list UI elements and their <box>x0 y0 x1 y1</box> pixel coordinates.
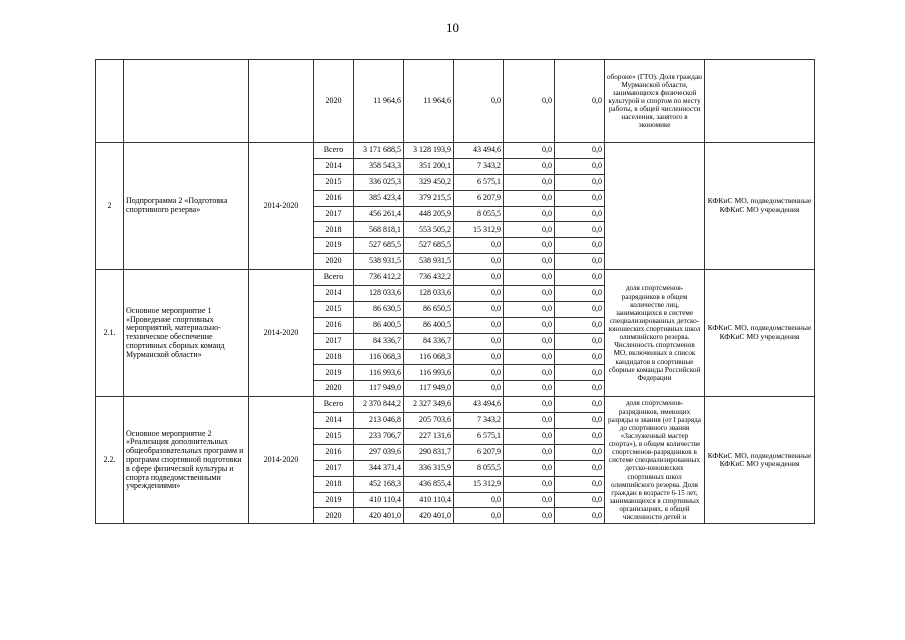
other-sources-cell: 0,0 <box>555 429 605 445</box>
indicator-cell: обороне» (ГТО). Доля граждан Мурманской области, занимающихся физической культурой и спортом по месту работы, в общей численности населения, занятого в экономике <box>605 60 705 143</box>
regional-budget-cell: 116 068,3 <box>404 349 454 365</box>
federal-budget-cell: 0,0 <box>454 317 504 333</box>
measure-name: Основное мероприятие 1 «Проведение спортивных мероприятий, материально-техническое обеспечение спортивных сборных команд Мурманской области» <box>124 270 249 397</box>
total-cell: 116 993,6 <box>354 365 404 381</box>
empty-cell <box>124 60 249 143</box>
federal-budget-cell: 0,0 <box>454 492 504 508</box>
local-budget-cell: 0,0 <box>504 317 555 333</box>
period-cell: 2014-2020 <box>249 143 314 270</box>
local-budget-cell: 0,0 <box>504 143 555 159</box>
total-cell: 128 033,6 <box>354 286 404 302</box>
local-budget-cell: 0,0 <box>504 413 555 429</box>
regional-budget-cell: 736 432,2 <box>404 270 454 286</box>
year-cell: 2018 <box>314 222 354 238</box>
total-cell: 452 168,3 <box>354 476 404 492</box>
federal-budget-cell: 7 343,2 <box>454 413 504 429</box>
year-cell: 2017 <box>314 460 354 476</box>
local-budget-cell: 0,0 <box>504 158 555 174</box>
other-sources-cell: 0,0 <box>555 254 605 270</box>
year-cell: 2020 <box>314 60 354 143</box>
federal-budget-cell: 0,0 <box>454 349 504 365</box>
other-sources-cell: 0,0 <box>555 286 605 302</box>
local-budget-cell: 0,0 <box>504 429 555 445</box>
total-cell: 344 371,4 <box>354 460 404 476</box>
row-number: 2.2. <box>96 397 124 524</box>
federal-budget-cell: 8 055,5 <box>454 206 504 222</box>
year-cell: 2017 <box>314 206 354 222</box>
indicator-cell: доля спортсменов-разрядников, имеющих разряды и звания (от I разряда до спортивного звания «Заслуженный мастер спорта»), в общем количестве спортсменов-разрядников в системе специализированных детско-юношеских спортивных школ олимпийского резерва. Доля граждан в возрасте 6-15 лет, занимающихся в спортивных организациях, в общей численности детей и <box>605 397 705 524</box>
local-budget-cell: 0,0 <box>504 254 555 270</box>
other-sources-cell: 0,0 <box>555 158 605 174</box>
year-cell: 2014 <box>314 158 354 174</box>
regional-budget-cell: 527 685,5 <box>404 238 454 254</box>
federal-budget-cell: 6 575,1 <box>454 174 504 190</box>
local-budget-cell: 0,0 <box>504 349 555 365</box>
total-cell: 117 949,0 <box>354 381 404 397</box>
year-cell: 2020 <box>314 508 354 524</box>
regional-budget-cell: 86 400,5 <box>404 317 454 333</box>
indicator-cell: доля спортсменов-разрядников в общем количестве лиц, занимающихся в системе специализированных детско-юношеских спортивных школ олимпийского резерва. Численность спортсменов МО, включенных в список кандидатов в спортивные сборные команды Российской Федерации <box>605 270 705 397</box>
year-cell: 2015 <box>314 429 354 445</box>
local-budget-cell: 0,0 <box>504 286 555 302</box>
other-sources-cell: 0,0 <box>555 397 605 413</box>
year-cell: 2019 <box>314 238 354 254</box>
other-sources-cell: 0,0 <box>555 333 605 349</box>
federal-budget-cell: 0,0 <box>454 286 504 302</box>
year-cell: Всего <box>314 143 354 159</box>
regional-budget-cell: 448 205,9 <box>404 206 454 222</box>
year-cell: 2014 <box>314 286 354 302</box>
regional-budget-cell: 116 993,6 <box>404 365 454 381</box>
regional-budget-cell: 553 505,2 <box>404 222 454 238</box>
total-cell: 233 706,7 <box>354 429 404 445</box>
federal-budget-cell: 6 575,1 <box>454 429 504 445</box>
carryover-row <box>96 60 815 143</box>
other-sources-cell: 0,0 <box>555 206 605 222</box>
year-cell: 2015 <box>314 174 354 190</box>
year-cell: 2018 <box>314 349 354 365</box>
federal-budget-cell: 43 494,6 <box>454 143 504 159</box>
regional-budget-cell: 128 033,6 <box>404 286 454 302</box>
other-sources-cell: 0,0 <box>555 222 605 238</box>
regional-budget-cell: 11 964,6 <box>404 60 454 143</box>
federal-budget-cell: 15 312,9 <box>454 222 504 238</box>
federal-budget-cell: 0,0 <box>454 301 504 317</box>
regional-budget-cell: 86 650,5 <box>404 301 454 317</box>
other-sources-cell: 0,0 <box>555 301 605 317</box>
year-cell: 2016 <box>314 317 354 333</box>
regional-budget-cell: 379 215,5 <box>404 190 454 206</box>
empty-cell <box>249 60 314 143</box>
regional-budget-cell: 420 401,0 <box>404 508 454 524</box>
total-cell: 84 336,7 <box>354 333 404 349</box>
other-sources-cell: 0,0 <box>555 60 605 143</box>
year-cell: 2016 <box>314 190 354 206</box>
local-budget-cell: 0,0 <box>504 222 555 238</box>
year-cell: 2020 <box>314 254 354 270</box>
year-cell: 2014 <box>314 413 354 429</box>
total-cell: 11 964,6 <box>354 60 404 143</box>
total-cell: 358 543,3 <box>354 158 404 174</box>
federal-budget-cell: 6 207,9 <box>454 444 504 460</box>
local-budget-cell: 0,0 <box>504 444 555 460</box>
other-sources-cell: 0,0 <box>555 492 605 508</box>
regional-budget-cell: 205 703,6 <box>404 413 454 429</box>
total-cell: 385 423,4 <box>354 190 404 206</box>
local-budget-cell: 0,0 <box>504 238 555 254</box>
local-budget-cell: 0,0 <box>504 206 555 222</box>
local-budget-cell: 0,0 <box>504 365 555 381</box>
local-budget-cell: 0,0 <box>504 60 555 143</box>
local-budget-cell: 0,0 <box>504 301 555 317</box>
federal-budget-cell: 0,0 <box>454 270 504 286</box>
local-budget-cell: 0,0 <box>504 476 555 492</box>
other-sources-cell: 0,0 <box>555 270 605 286</box>
local-budget-cell: 0,0 <box>504 460 555 476</box>
page-number: 10 <box>446 20 459 35</box>
year-cell: 2020 <box>314 381 354 397</box>
measure-name: Подпрограмма 2 «Подготовка спортивного резерва» <box>124 143 249 270</box>
local-budget-cell: 0,0 <box>504 508 555 524</box>
section-row <box>96 270 815 286</box>
other-sources-cell: 0,0 <box>555 238 605 254</box>
year-cell: 2016 <box>314 444 354 460</box>
total-cell: 213 046,8 <box>354 413 404 429</box>
executor-cell: КФКиС МО, подведомственные КФКиС МО учреждения <box>705 397 815 524</box>
empty-cell <box>96 60 124 143</box>
period-cell: 2014-2020 <box>249 270 314 397</box>
executor-cell <box>705 60 815 143</box>
regional-budget-cell: 436 855,4 <box>404 476 454 492</box>
other-sources-cell: 0,0 <box>555 143 605 159</box>
other-sources-cell: 0,0 <box>555 174 605 190</box>
row-number: 2 <box>96 143 124 270</box>
federal-budget-cell: 0,0 <box>454 508 504 524</box>
other-sources-cell: 0,0 <box>555 381 605 397</box>
section-row <box>96 397 815 413</box>
year-cell: Всего <box>314 270 354 286</box>
other-sources-cell: 0,0 <box>555 508 605 524</box>
year-cell: 2019 <box>314 492 354 508</box>
total-cell: 568 818,1 <box>354 222 404 238</box>
regional-budget-cell: 117 949,0 <box>404 381 454 397</box>
total-cell: 86 630,5 <box>354 301 404 317</box>
total-cell: 538 931,5 <box>354 254 404 270</box>
regional-budget-cell: 84 336,7 <box>404 333 454 349</box>
regional-budget-cell: 290 831,7 <box>404 444 454 460</box>
budget-table <box>95 59 815 524</box>
federal-budget-cell: 6 207,9 <box>454 190 504 206</box>
regional-budget-cell: 2 327 349,6 <box>404 397 454 413</box>
indicator-cell <box>605 143 705 270</box>
federal-budget-cell: 43 494,6 <box>454 397 504 413</box>
total-cell: 297 039,6 <box>354 444 404 460</box>
local-budget-cell: 0,0 <box>504 381 555 397</box>
period-cell: 2014-2020 <box>249 397 314 524</box>
federal-budget-cell: 0,0 <box>454 381 504 397</box>
total-cell: 2 370 844,2 <box>354 397 404 413</box>
regional-budget-cell: 227 131,6 <box>404 429 454 445</box>
section-row <box>96 143 815 159</box>
local-budget-cell: 0,0 <box>504 397 555 413</box>
other-sources-cell: 0,0 <box>555 444 605 460</box>
other-sources-cell: 0,0 <box>555 365 605 381</box>
regional-budget-cell: 3 128 193,9 <box>404 143 454 159</box>
measure-name: Основное мероприятие 2 «Реализация дополнительных общеобразовательных программ и программ спортивной подготовки в сфере физической культуры и спорта подведомственными учреждениями» <box>124 397 249 524</box>
local-budget-cell: 0,0 <box>504 174 555 190</box>
federal-budget-cell: 0,0 <box>454 60 504 143</box>
federal-budget-cell: 0,0 <box>454 365 504 381</box>
other-sources-cell: 0,0 <box>555 460 605 476</box>
other-sources-cell: 0,0 <box>555 190 605 206</box>
year-cell: 2018 <box>314 476 354 492</box>
local-budget-cell: 0,0 <box>504 333 555 349</box>
total-cell: 456 261,4 <box>354 206 404 222</box>
total-cell: 86 400,5 <box>354 317 404 333</box>
federal-budget-cell: 8 055,5 <box>454 460 504 476</box>
row-number: 2.1. <box>96 270 124 397</box>
local-budget-cell: 0,0 <box>504 270 555 286</box>
executor-cell: КФКиС МО, подведомственные КФКиС МО учреждения <box>705 270 815 397</box>
local-budget-cell: 0,0 <box>504 190 555 206</box>
regional-budget-cell: 538 931,5 <box>404 254 454 270</box>
federal-budget-cell: 0,0 <box>454 333 504 349</box>
other-sources-cell: 0,0 <box>555 476 605 492</box>
year-cell: 2017 <box>314 333 354 349</box>
executor-cell: КФКиС МО, подведомственные КФКиС МО учреждения <box>705 143 815 270</box>
federal-budget-cell: 7 343,2 <box>454 158 504 174</box>
year-cell: 2019 <box>314 365 354 381</box>
total-cell: 336 025,3 <box>354 174 404 190</box>
regional-budget-cell: 336 315,9 <box>404 460 454 476</box>
total-cell: 410 110,4 <box>354 492 404 508</box>
total-cell: 527 685,5 <box>354 238 404 254</box>
regional-budget-cell: 410 110,4 <box>404 492 454 508</box>
year-cell: Всего <box>314 397 354 413</box>
other-sources-cell: 0,0 <box>555 317 605 333</box>
federal-budget-cell: 0,0 <box>454 254 504 270</box>
local-budget-cell: 0,0 <box>504 492 555 508</box>
other-sources-cell: 0,0 <box>555 349 605 365</box>
federal-budget-cell: 15 312,9 <box>454 476 504 492</box>
total-cell: 420 401,0 <box>354 508 404 524</box>
year-cell: 2015 <box>314 301 354 317</box>
total-cell: 116 068,3 <box>354 349 404 365</box>
total-cell: 736 412,2 <box>354 270 404 286</box>
regional-budget-cell: 329 450,2 <box>404 174 454 190</box>
other-sources-cell: 0,0 <box>555 413 605 429</box>
federal-budget-cell: 0,0 <box>454 238 504 254</box>
regional-budget-cell: 351 200,1 <box>404 158 454 174</box>
total-cell: 3 171 688,5 <box>354 143 404 159</box>
